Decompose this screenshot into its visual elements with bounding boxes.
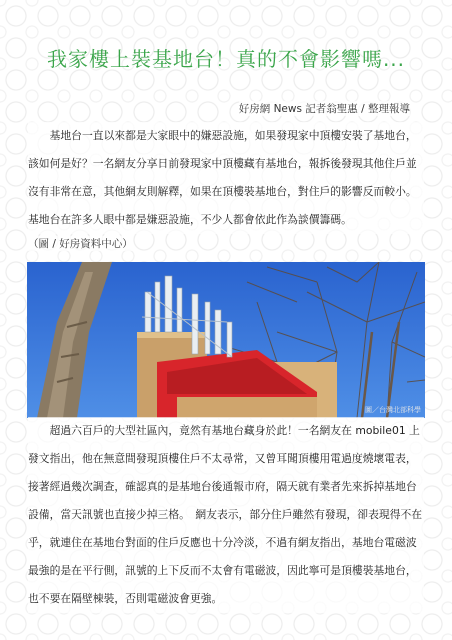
article-paragraph-2	[28, 417, 424, 613]
paragraph-line: 該如何是好？一名網友分享日前發現家中頂樓藏有基地台，報拆後發現其他住戶並	[28, 150, 424, 178]
paragraph-line: 乎，就連住在基地台對面的住戶反應也十分冷淡，不過有網友指出，基地台電磁波	[28, 529, 424, 557]
article-photo	[27, 262, 425, 418]
photo-watermark: 圖／台灣北部科學	[365, 406, 421, 414]
photo-credit: （圖 / 好房資料中心）	[28, 238, 133, 250]
paragraph-line: 也不要在隔壁棟裝，否則電磁波會更強。	[28, 585, 424, 613]
paragraph-line: 基地台一直以來都是大家眼中的嫌惡設施，如果發現家中頂樓安裝了基地台，	[28, 122, 424, 150]
article-byline: 好房網 News 記者翁聖惠 / 整理報導	[238, 103, 410, 115]
base-station-photo	[27, 262, 425, 418]
article-paragraph-1	[28, 122, 424, 234]
article-title: 我家樓上裝基地台！真的不會影響嗎...	[46, 47, 406, 72]
paragraph-line: 接著經過幾次調查，確認真的是基地台後通報市府，隔天就有業者先來拆掉基地台	[28, 473, 424, 501]
paragraph-line: 最強的是在平行側，訊號的上下反而不太會有電磁波，因此寧可是頂樓裝基地台，	[28, 557, 424, 585]
paragraph-line: 基地台在許多人眼中都是嫌惡設施，不少人都會依此作為談價籌碼。	[28, 206, 424, 234]
paragraph-line: 發文指出，他在無意間發現頂樓住戶不太尋常，又曾耳聞頂樓用電過度燒壞電表，	[28, 445, 424, 473]
paragraph-line: 沒有非常在意，其他網友則解釋，如果在頂樓裝基地台，對住戶的影響反而較小。	[28, 178, 424, 206]
paragraph-line: 設備，當天訊號也直接少掉三格。 網友表示，部分住戶雖然有發現，卻表現得不在	[28, 501, 424, 529]
paragraph-line: 超過六百戶的大型社區內，竟然有基地台藏身於此！一名網友在 mobile01 上	[28, 417, 424, 445]
